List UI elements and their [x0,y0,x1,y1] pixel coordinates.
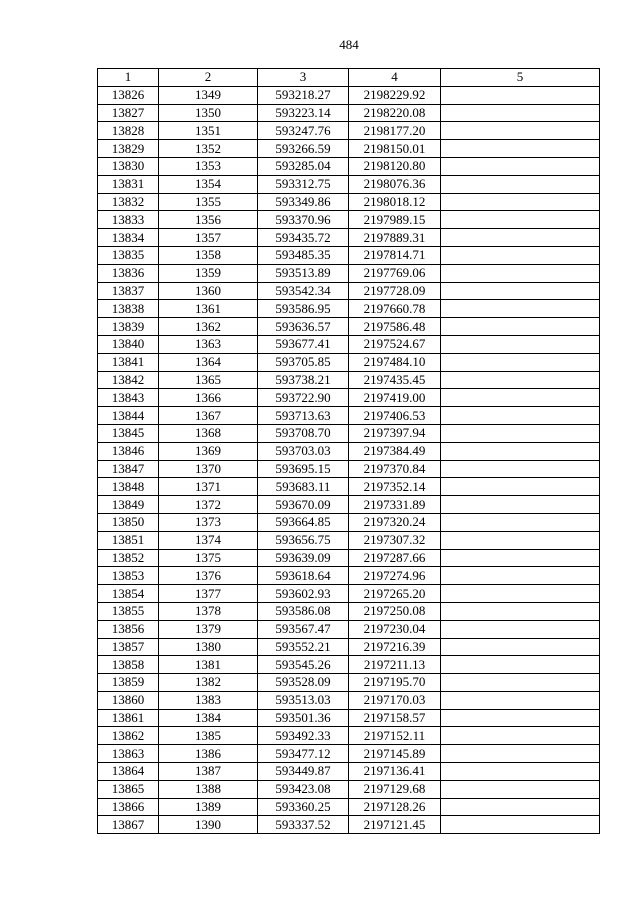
cell-x-coordinate: 593247.76 [258,122,349,140]
cell-y-coordinate: 2197769.06 [349,264,441,282]
table-row [98,656,600,674]
cell-x-coordinate: 593602.93 [258,585,349,603]
cell-point-number: 1372 [159,496,258,514]
cell-x-coordinate: 593218.27 [258,86,349,104]
cell-row-number: 13844 [98,407,159,425]
cell-x-coordinate: 593639.09 [258,549,349,567]
cell-x-coordinate: 593677.41 [258,335,349,353]
cell-row-number: 13829 [98,140,159,158]
cell-y-coordinate: 2197406.53 [349,407,441,425]
cell-note [441,513,600,531]
table-row [98,567,600,585]
cell-note [441,531,600,549]
cell-x-coordinate: 593705.85 [258,353,349,371]
cell-x-coordinate: 593513.89 [258,264,349,282]
table-row [98,602,600,620]
cell-row-number: 13855 [98,602,159,620]
cell-point-number: 1361 [159,300,258,318]
cell-note [441,140,600,158]
cell-x-coordinate: 593485.35 [258,246,349,264]
cell-y-coordinate: 2197145.89 [349,745,441,763]
cell-point-number: 1368 [159,424,258,442]
cell-row-number: 13848 [98,478,159,496]
cell-point-number: 1360 [159,282,258,300]
cell-x-coordinate: 593664.85 [258,513,349,531]
cell-note [441,335,600,353]
cell-y-coordinate: 2198018.12 [349,193,441,211]
cell-point-number: 1349 [159,86,258,104]
cell-y-coordinate: 2198229.92 [349,86,441,104]
table-row [98,246,600,264]
cell-y-coordinate: 2197989.15 [349,211,441,229]
cell-y-coordinate: 2197211.13 [349,656,441,674]
column-header-4: 4 [349,69,441,87]
cell-note [441,353,600,371]
cell-row-number: 13845 [98,424,159,442]
table-row [98,424,600,442]
coordinates-table [97,68,600,834]
cell-x-coordinate: 593223.14 [258,104,349,122]
cell-y-coordinate: 2197265.20 [349,585,441,603]
cell-row-number: 13850 [98,513,159,531]
cell-note [441,478,600,496]
cell-y-coordinate: 2197320.24 [349,513,441,531]
table-row [98,318,600,336]
cell-point-number: 1357 [159,229,258,247]
cell-y-coordinate: 2197397.94 [349,424,441,442]
cell-point-number: 1353 [159,157,258,175]
table-row [98,389,600,407]
cell-note [441,460,600,478]
cell-note [441,763,600,781]
cell-y-coordinate: 2197728.09 [349,282,441,300]
cell-y-coordinate: 2197274.96 [349,567,441,585]
table-row [98,460,600,478]
column-header-1: 1 [98,69,159,87]
cell-note [441,264,600,282]
cell-note [441,780,600,798]
cell-row-number: 13854 [98,585,159,603]
cell-note [441,656,600,674]
cell-x-coordinate: 593618.64 [258,567,349,585]
table-row [98,745,600,763]
cell-note [441,246,600,264]
cell-note [441,638,600,656]
cell-point-number: 1389 [159,798,258,816]
table-row [98,513,600,531]
cell-x-coordinate: 593312.75 [258,175,349,193]
cell-y-coordinate: 2197586.48 [349,318,441,336]
cell-y-coordinate: 2197889.31 [349,229,441,247]
cell-note [441,674,600,692]
cell-note [441,371,600,389]
cell-point-number: 1380 [159,638,258,656]
cell-y-coordinate: 2197435.45 [349,371,441,389]
cell-x-coordinate: 593708.70 [258,424,349,442]
cell-row-number: 13827 [98,104,159,122]
cell-note [441,816,600,834]
table-row [98,585,600,603]
table-row [98,175,600,193]
cell-x-coordinate: 593586.95 [258,300,349,318]
cell-y-coordinate: 2197352.14 [349,478,441,496]
cell-row-number: 13828 [98,122,159,140]
cell-point-number: 1390 [159,816,258,834]
cell-row-number: 13836 [98,264,159,282]
table-row [98,496,600,514]
table-row [98,727,600,745]
cell-row-number: 13843 [98,389,159,407]
table-row [98,157,600,175]
column-header-3: 3 [258,69,349,87]
cell-point-number: 1381 [159,656,258,674]
cell-row-number: 13837 [98,282,159,300]
table-row [98,282,600,300]
cell-x-coordinate: 593683.11 [258,478,349,496]
cell-row-number: 13867 [98,816,159,834]
cell-note [441,86,600,104]
cell-point-number: 1367 [159,407,258,425]
cell-note [441,727,600,745]
cell-x-coordinate: 593360.25 [258,798,349,816]
table-row [98,140,600,158]
cell-row-number: 13852 [98,549,159,567]
table-row [98,549,600,567]
cell-y-coordinate: 2197370.84 [349,460,441,478]
cell-x-coordinate: 593285.04 [258,157,349,175]
cell-y-coordinate: 2197419.00 [349,389,441,407]
cell-note [441,389,600,407]
cell-x-coordinate: 593349.86 [258,193,349,211]
cell-point-number: 1371 [159,478,258,496]
cell-row-number: 13841 [98,353,159,371]
cell-x-coordinate: 593477.12 [258,745,349,763]
cell-x-coordinate: 593266.59 [258,140,349,158]
cell-row-number: 13842 [98,371,159,389]
column-header-2: 2 [159,69,258,87]
table-row [98,193,600,211]
cell-x-coordinate: 593370.96 [258,211,349,229]
table-row [98,780,600,798]
table-row [98,478,600,496]
cell-row-number: 13834 [98,229,159,247]
cell-y-coordinate: 2197524.67 [349,335,441,353]
cell-note [441,602,600,620]
cell-y-coordinate: 2197384.49 [349,442,441,460]
table-row [98,709,600,727]
cell-y-coordinate: 2197158.57 [349,709,441,727]
cell-note [441,175,600,193]
cell-note [441,424,600,442]
cell-y-coordinate: 2197660.78 [349,300,441,318]
cell-y-coordinate: 2197170.03 [349,691,441,709]
cell-x-coordinate: 593738.21 [258,371,349,389]
cell-row-number: 13826 [98,86,159,104]
cell-row-number: 13846 [98,442,159,460]
cell-y-coordinate: 2197121.45 [349,816,441,834]
cell-y-coordinate: 2198076.36 [349,175,441,193]
cell-point-number: 1362 [159,318,258,336]
cell-y-coordinate: 2197484.10 [349,353,441,371]
cell-point-number: 1355 [159,193,258,211]
cell-row-number: 13860 [98,691,159,709]
page-number: 484 [339,37,359,52]
table-row [98,620,600,638]
cell-point-number: 1363 [159,335,258,353]
cell-note [441,282,600,300]
cell-row-number: 13835 [98,246,159,264]
cell-point-number: 1369 [159,442,258,460]
table-row [98,211,600,229]
table-header-row [98,69,600,87]
table-row [98,300,600,318]
cell-y-coordinate: 2197195.70 [349,674,441,692]
table-row [98,816,600,834]
cell-x-coordinate: 593449.87 [258,763,349,781]
cell-point-number: 1382 [159,674,258,692]
cell-point-number: 1352 [159,140,258,158]
cell-note [441,211,600,229]
table-row [98,371,600,389]
cell-row-number: 13851 [98,531,159,549]
cell-row-number: 13858 [98,656,159,674]
cell-point-number: 1374 [159,531,258,549]
cell-point-number: 1373 [159,513,258,531]
cell-note [441,104,600,122]
cell-y-coordinate: 2198220.08 [349,104,441,122]
cell-point-number: 1350 [159,104,258,122]
table-row [98,86,600,104]
cell-point-number: 1387 [159,763,258,781]
table-row [98,674,600,692]
cell-note [441,620,600,638]
cell-note [441,407,600,425]
cell-point-number: 1358 [159,246,258,264]
cell-row-number: 13849 [98,496,159,514]
cell-note [441,318,600,336]
cell-row-number: 13840 [98,335,159,353]
cell-point-number: 1356 [159,211,258,229]
cell-y-coordinate: 2197136.41 [349,763,441,781]
cell-y-coordinate: 2197331.89 [349,496,441,514]
cell-note [441,798,600,816]
cell-x-coordinate: 593528.09 [258,674,349,692]
cell-point-number: 1364 [159,353,258,371]
cell-x-coordinate: 593545.26 [258,656,349,674]
cell-x-coordinate: 593552.21 [258,638,349,656]
cell-row-number: 13864 [98,763,159,781]
cell-x-coordinate: 593586.08 [258,602,349,620]
table-header [98,69,600,87]
table-row [98,442,600,460]
cell-row-number: 13847 [98,460,159,478]
cell-point-number: 1375 [159,549,258,567]
table-row [98,763,600,781]
table-row [98,104,600,122]
cell-x-coordinate: 593542.34 [258,282,349,300]
cell-y-coordinate: 2197250.08 [349,602,441,620]
cell-x-coordinate: 593337.52 [258,816,349,834]
cell-row-number: 13853 [98,567,159,585]
cell-x-coordinate: 593670.09 [258,496,349,514]
cell-note [441,229,600,247]
table-body [98,86,600,833]
cell-note [441,442,600,460]
cell-point-number: 1378 [159,602,258,620]
cell-y-coordinate: 2197216.39 [349,638,441,656]
cell-point-number: 1370 [159,460,258,478]
cell-note [441,709,600,727]
cell-x-coordinate: 593492.33 [258,727,349,745]
cell-row-number: 13861 [98,709,159,727]
cell-y-coordinate: 2197128.26 [349,798,441,816]
table-row [98,531,600,549]
cell-row-number: 13830 [98,157,159,175]
cell-point-number: 1388 [159,780,258,798]
cell-row-number: 13831 [98,175,159,193]
cell-point-number: 1351 [159,122,258,140]
cell-point-number: 1383 [159,691,258,709]
cell-row-number: 13856 [98,620,159,638]
table-row [98,229,600,247]
cell-row-number: 13859 [98,674,159,692]
cell-note [441,157,600,175]
cell-note [441,496,600,514]
cell-y-coordinate: 2198177.20 [349,122,441,140]
cell-x-coordinate: 593722.90 [258,389,349,407]
cell-row-number: 13863 [98,745,159,763]
cell-y-coordinate: 2197152.11 [349,727,441,745]
cell-x-coordinate: 593567.47 [258,620,349,638]
cell-x-coordinate: 593656.75 [258,531,349,549]
cell-row-number: 13832 [98,193,159,211]
cell-y-coordinate: 2197307.32 [349,531,441,549]
cell-x-coordinate: 593703.03 [258,442,349,460]
cell-y-coordinate: 2198150.01 [349,140,441,158]
cell-note [441,745,600,763]
table-row [98,122,600,140]
cell-x-coordinate: 593435.72 [258,229,349,247]
table-row [98,264,600,282]
cell-note [441,122,600,140]
cell-point-number: 1365 [159,371,258,389]
cell-note [441,567,600,585]
cell-row-number: 13857 [98,638,159,656]
cell-x-coordinate: 593513.03 [258,691,349,709]
cell-point-number: 1377 [159,585,258,603]
table-row [98,335,600,353]
cell-note [441,549,600,567]
cell-x-coordinate: 593636.57 [258,318,349,336]
cell-y-coordinate: 2197814.71 [349,246,441,264]
cell-point-number: 1359 [159,264,258,282]
cell-x-coordinate: 593423.08 [258,780,349,798]
table-row [98,407,600,425]
cell-point-number: 1376 [159,567,258,585]
cell-point-number: 1379 [159,620,258,638]
cell-row-number: 13838 [98,300,159,318]
cell-row-number: 13866 [98,798,159,816]
cell-row-number: 13833 [98,211,159,229]
cell-x-coordinate: 593501.36 [258,709,349,727]
cell-y-coordinate: 2197287.66 [349,549,441,567]
cell-point-number: 1354 [159,175,258,193]
table-row [98,691,600,709]
cell-point-number: 1386 [159,745,258,763]
cell-point-number: 1366 [159,389,258,407]
cell-x-coordinate: 593695.15 [258,460,349,478]
cell-row-number: 13865 [98,780,159,798]
cell-y-coordinate: 2197129.68 [349,780,441,798]
column-header-5: 5 [441,69,600,87]
cell-note [441,300,600,318]
cell-row-number: 13862 [98,727,159,745]
table-row [98,353,600,371]
table-row [98,638,600,656]
cell-y-coordinate: 2198120.80 [349,157,441,175]
cell-note [441,193,600,211]
cell-y-coordinate: 2197230.04 [349,620,441,638]
cell-row-number: 13839 [98,318,159,336]
table-row [98,798,600,816]
cell-point-number: 1385 [159,727,258,745]
cell-note [441,691,600,709]
cell-note [441,585,600,603]
cell-point-number: 1384 [159,709,258,727]
cell-x-coordinate: 593713.63 [258,407,349,425]
